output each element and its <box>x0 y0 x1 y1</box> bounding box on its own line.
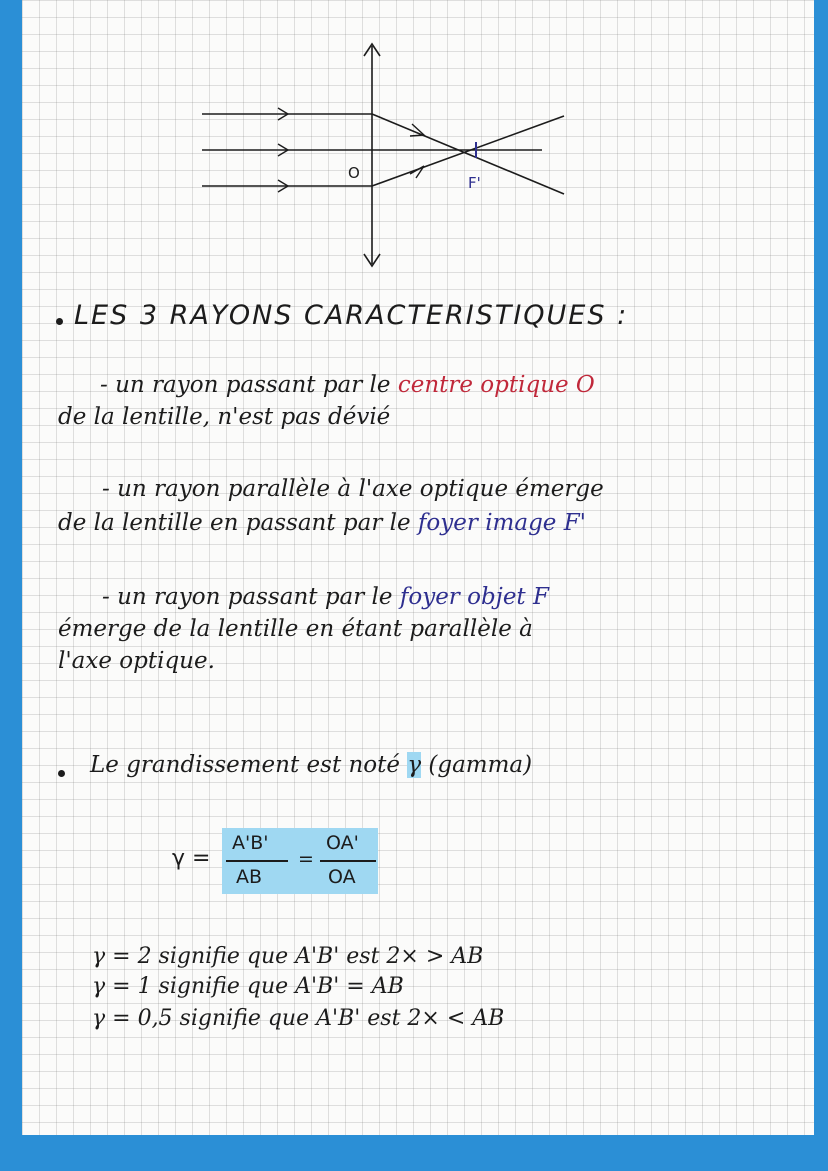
formula-gamma: γ = <box>172 846 211 871</box>
example-gamma-0-5: γ = 0,5 signifie que A'B' est 2× < AB <box>92 1006 505 1031</box>
blue-border-bottom <box>0 1135 828 1171</box>
gamma-symbol: γ <box>407 752 422 778</box>
formula-denominator-2: OA <box>328 866 356 888</box>
fraction-bar-1 <box>226 860 288 862</box>
ray3-line3: l'axe optique. <box>58 648 215 674</box>
ray3-line2: émerge de la lentille en étant parallèle à <box>58 616 533 642</box>
formula-equals: = <box>298 848 314 870</box>
ray1-line1 <box>100 372 595 398</box>
formula-denominator-1: AB <box>236 866 263 888</box>
ray3-text: - un rayon passant par le <box>102 584 400 610</box>
section-title: LES 3 RAYONS CARACTERISTIQUES : <box>74 300 629 331</box>
blue-border-left <box>0 0 22 1171</box>
blue-border-right <box>814 0 828 1171</box>
formula-numerator-2: OA' <box>326 832 359 854</box>
fraction-bar-2 <box>320 860 376 862</box>
optical-center-label: O <box>348 164 360 182</box>
grandissement-sentence <box>90 752 532 778</box>
ray2-text: de la lentille en passant par le <box>58 510 418 536</box>
grid-paper-page <box>22 0 814 1135</box>
example-gamma-2: γ = 2 signifie que A'B' est 2× > AB <box>92 944 484 969</box>
ray1-line2: de la lentille, n'est pas dévié <box>58 404 391 430</box>
image-focus-term: foyer image F' <box>417 510 586 536</box>
bullet <box>58 770 65 777</box>
optical-center-term: centre optique O <box>397 372 595 398</box>
grandissement-text: Le grandissement est noté <box>90 752 408 778</box>
ray2-line2 <box>58 510 586 536</box>
gamma-word: (gamma) <box>421 752 533 778</box>
ray1-text: - un rayon passant par le <box>100 372 398 398</box>
example-gamma-1: γ = 1 signifie que A'B' = AB <box>92 974 404 999</box>
ray2-line1: - un rayon parallèle à l'axe optique émerge <box>102 476 604 502</box>
image-focus-label: F' <box>468 174 481 192</box>
bullet <box>56 318 63 325</box>
formula-numerator-1: A'B' <box>232 832 269 854</box>
object-focus-term: foyer objet F <box>399 584 549 610</box>
ray3-line1 <box>102 584 549 610</box>
converging-lens-diagram <box>202 38 582 270</box>
